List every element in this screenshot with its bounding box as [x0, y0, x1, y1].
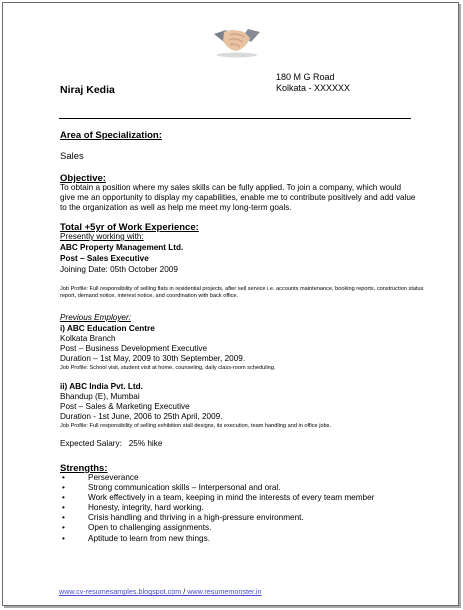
list-item: • Strong communication skills – Interpersonal and oral. — [62, 483, 281, 493]
previous-branch-1: Kolkata Branch — [60, 334, 116, 343]
address-block — [276, 72, 350, 94]
list-item: • Aptitude to learn from new things. — [62, 533, 210, 543]
list-item: • Work effectively in a team, keeping in mind the interests of every team member — [62, 493, 375, 503]
list-item: • Crisis handling and thriving in a high-pressure environment. — [62, 513, 304, 523]
footer-separator: / — [181, 587, 188, 596]
list-item: • Open to challenging assignments. — [62, 523, 212, 533]
current-post: Post – Sales Executive — [60, 254, 149, 263]
current-company: ABC Property Management Ltd. — [60, 243, 184, 252]
previous-branch-2: Bhandup (E), Mumbai — [60, 392, 140, 401]
previous-employer-heading: Previous Employer: — [60, 313, 131, 322]
specialization-heading: Area of Specialization: — [60, 130, 162, 141]
previous-duration-2: Duration - 1st June, 2006 to 25th April, 2009. — [60, 412, 223, 421]
strengths-heading: Strengths: — [60, 463, 108, 474]
presently-label: Presently working with: — [60, 232, 144, 241]
objective-heading: Objective: — [60, 173, 106, 184]
experience-heading: Total +5yr of Work Experience: — [60, 222, 199, 233]
candidate-name: Niraj Kedia — [60, 84, 115, 96]
previous-company-1: i) ABC Education Centre — [60, 324, 155, 333]
address-line-2: Kolkata - XXXXXX — [276, 83, 351, 93]
footer-links — [59, 587, 262, 596]
previous-profile-2: Job Profile: Full responsibility of selling exhibition stall designs, its execution, team handling and in office jobs. — [60, 423, 332, 429]
list-item: • Perseverance — [62, 473, 139, 482]
strengths-list — [58, 473, 418, 544]
footer-link-resumemonster[interactable]: www.resumemonster.in — [187, 587, 262, 596]
previous-company-2: ii) ABC India Pvt. Ltd. — [60, 382, 143, 391]
resume-page — [2, 2, 459, 606]
previous-duration-1: Duration – 1st May, 2009 to 30th September, 2009. — [60, 354, 246, 363]
footer-link-blogspot[interactable]: www.cv-resumesamples.blogspot.com — [59, 587, 182, 596]
previous-post-2: Post – Sales & Marketing Executive — [60, 402, 190, 411]
expected-salary: Expected Salary: 25% hike — [60, 439, 163, 448]
header-divider — [59, 118, 411, 119]
previous-profile-1: Job Profile: School visit, student visit at home, counseling, daily class-room scheduling. — [60, 365, 276, 371]
handshake-icon — [212, 20, 262, 58]
address-line-1: 180 M G Road — [276, 72, 335, 82]
list-item: • Honesty, integrity, hard working. — [62, 503, 204, 513]
objective-text: To obtain a position where my sales skills can be fully applied. To join a company, which would give me an opportunity to display my capabilities, enable me to contribute positively and add value to the organization as well as help me meet my long-term goals. — [60, 183, 416, 213]
specialization-value: Sales — [60, 151, 84, 162]
joining-date: Joining Date: 05th October 2009 — [60, 265, 178, 274]
previous-post-1: Post – Business Development Executive — [60, 344, 207, 353]
current-job-profile: Job Profile: Full responsibility of selling flats in residential projects, after sell service i.e. accounts maintenance, booking reports, construction status report, demand notice, interest notice, and coordination with back office. — [60, 286, 424, 300]
